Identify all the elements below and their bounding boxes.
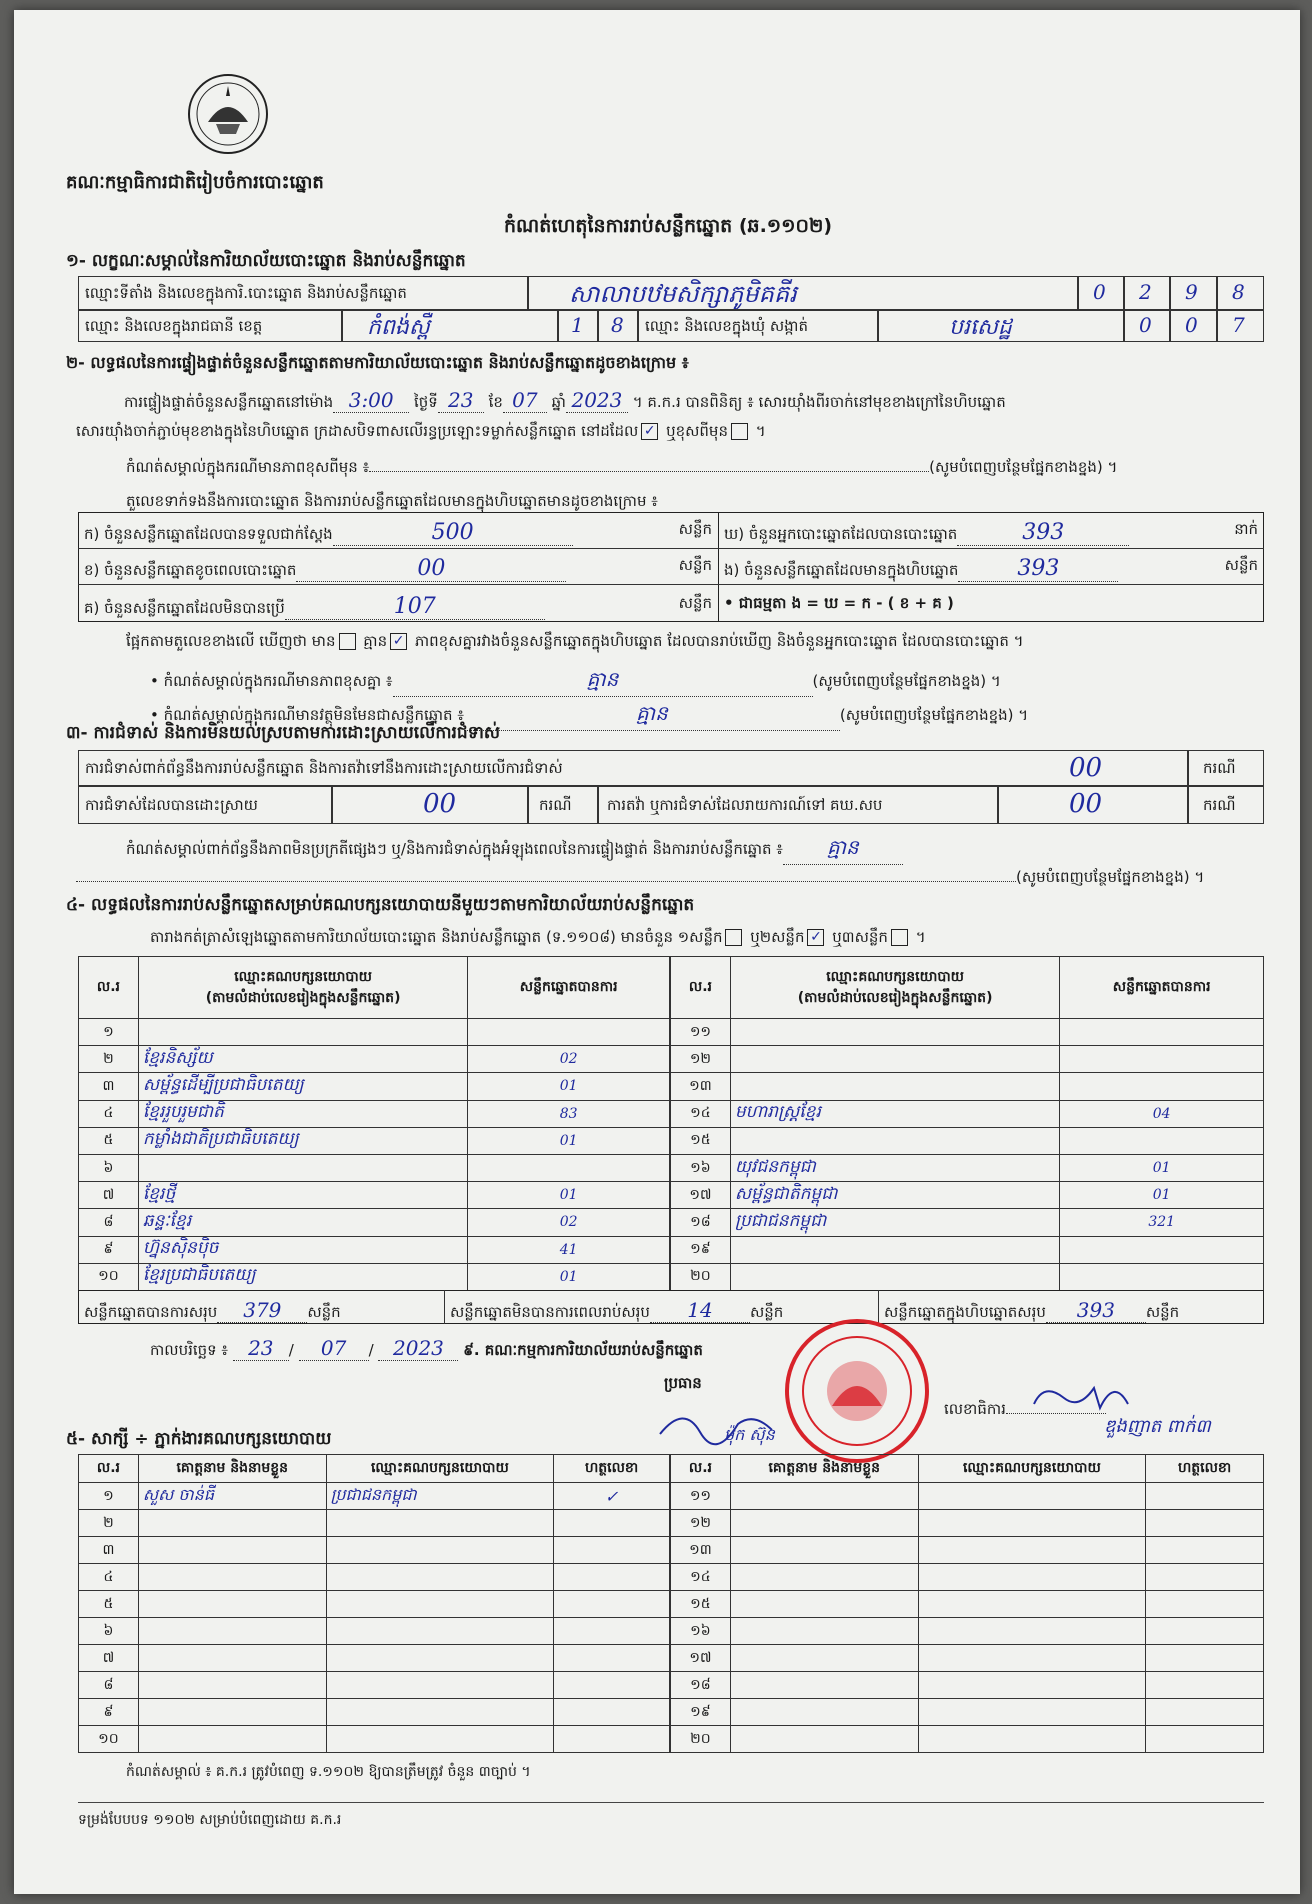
witness-name[interactable]: [138, 1564, 326, 1591]
witness-signature[interactable]: [554, 1645, 670, 1672]
result-no: ៨: [79, 1209, 139, 1236]
result-votes: 02: [468, 1046, 670, 1073]
result-votes: 01: [1060, 1182, 1264, 1209]
witness-name[interactable]: [138, 1645, 326, 1672]
result-row: [671, 1127, 1264, 1154]
result-party: ខ្មែរថ្មី: [138, 1182, 467, 1209]
result-party: ឆន្ទៈខ្មែរ: [138, 1209, 467, 1236]
result-party: ហ្វ៊ុនស៊ិនប៉ិច: [138, 1236, 467, 1263]
witness-no: ៦: [79, 1618, 139, 1645]
witness-name[interactable]: [730, 1564, 918, 1591]
witness-no: ១៨: [671, 1672, 731, 1699]
result-party: កម្លាំងជាតិប្រជាធិបតេយ្យ: [138, 1127, 467, 1154]
witness-party[interactable]: [326, 1645, 554, 1672]
witness-no: ២០: [671, 1726, 731, 1753]
org-name: គណៈកម្មាធិការជាតិរៀបចំការបោះឆ្នោត: [66, 172, 324, 193]
witness-row: [671, 1672, 1264, 1699]
election-committee-seal-icon: [186, 72, 270, 156]
witness-no: ១២: [671, 1510, 731, 1537]
result-no: ១៩: [671, 1236, 731, 1263]
witness-signature[interactable]: [554, 1672, 670, 1699]
result-party: សម្ព័ន្ធដើម្បីប្រជាធិបតេយ្យ: [138, 1073, 467, 1100]
witness-no: ១៩: [671, 1699, 731, 1726]
result-row: [671, 1046, 1264, 1073]
province-value-cell: [342, 310, 558, 342]
section-1-heading: ១- លក្ខណៈសម្គាល់នៃការិយាល័យបោះឆ្នោត និងរាប់សន្លឹកឆ្នោត: [66, 251, 466, 271]
witness-row: [79, 1618, 670, 1645]
result-party: ខ្មែរនិស្ស័យ: [138, 1046, 467, 1073]
witness-party[interactable]: [918, 1645, 1146, 1672]
location-digit: 0: [1078, 276, 1124, 310]
result-party: [138, 1019, 467, 1046]
witness-signature[interactable]: [1146, 1564, 1264, 1591]
result-party: ប្រជាជនកម្ពុជា: [730, 1209, 1059, 1236]
commune-label-cell: ឈ្មោះ និងលេខក្នុងឃុំ សង្កាត់: [638, 310, 878, 342]
figure-c: គ) ចំនួនសន្លឹកឆ្នោតដែលមិនបានប្រើ 107 សន្លឹក: [84, 594, 712, 619]
witness-name[interactable]: [138, 1591, 326, 1618]
result-party: [730, 1263, 1059, 1290]
result-row: [79, 1236, 670, 1263]
witness-row: [79, 1537, 670, 1564]
figures-intro: តួលេខទាក់ទងនឹងការបោះឆ្នោត និងការរាប់សន្លឹកឆ្នោតដែលមានក្នុងហិបឆ្នោតមានដូចខាងក្រោម ៖: [126, 492, 658, 510]
result-no: ១១: [671, 1019, 731, 1046]
witness-table-left: ល.រ គោត្តនាម និងនាមខ្លួន ឈ្មោះគណបក្សនយោបាយ ហត្ថលេខា ១ សួស ចាន់ធី ប្រជាជនកម្ពុជា ✓ ២ ៣ ៤ ៥ ៦ ៧ ៨ ៩ ១០: [78, 1454, 670, 1753]
result-no: ១៣: [671, 1073, 731, 1100]
result-no: ៦: [79, 1154, 139, 1181]
result-votes: [468, 1019, 670, 1046]
witness-no: ១: [79, 1483, 139, 1510]
witness-no: ៥: [79, 1591, 139, 1618]
secretary-name: ឌួងញាត ពាក់៣: [1104, 1416, 1211, 1437]
result-votes: [1060, 1263, 1264, 1290]
objection-row1-label: ការជំទាស់ពាក់ព័ន្ធនឹងការរាប់សន្លឹកឆ្នោត និងការតវ៉ាទៅនឹងការដោះស្រាយលើការជំទាស់: [85, 759, 563, 777]
three-sheet-checkbox[interactable]: [891, 929, 908, 946]
witness-name[interactable]: [138, 1672, 326, 1699]
location-value-cell: [528, 276, 1078, 310]
form-footer: ទម្រង់បែបបទ ១១០២ សម្រាប់បំពេញដោយ គ.ក.រ: [78, 1812, 342, 1828]
result-votes: 321: [1060, 1209, 1264, 1236]
witness-signature[interactable]: [1146, 1672, 1264, 1699]
witness-row: [79, 1672, 670, 1699]
province-label-cell: ឈ្មោះ និងលេខក្នុងរាជធានី ខេត្ត: [78, 310, 342, 342]
witness-signature[interactable]: ✓: [554, 1483, 670, 1510]
chair-label: ប្រធាន: [664, 1374, 702, 1392]
witness-party[interactable]: [326, 1591, 554, 1618]
result-party: [730, 1236, 1059, 1263]
result-votes: 83: [468, 1100, 670, 1127]
witness-note: កំណត់សម្គាល់ ៖ គ.ក.រ ត្រូវបំពេញ ទ.១១០២ ឱ្យបានត្រឹមត្រូវ ចំនួន ៣ច្បាប់ ។: [126, 1764, 531, 1780]
verification-line-1: ការផ្ទៀងផ្ទាត់ចំនួនសន្លឹកឆ្នោតនៅម៉ោង 3:00 ថ្ងៃទី 23 ខែ 07 ឆ្នាំ 2023 ។ គ.ក.រ បានពិនិត្យ ៖ សោរយ៉ាំងពីរចាក់នៅមុខខាងក្រៅនៃហិបឆ្នោត: [124, 388, 1006, 412]
witness-party[interactable]: [918, 1537, 1146, 1564]
location-digit: 9: [1170, 276, 1217, 310]
figure-a: ក) ចំនួនសន្លឹកឆ្នោតដែលបានទទួលជាក់ស្តែង 500 សន្លឹក: [84, 520, 712, 545]
result-votes: 01: [468, 1263, 670, 1290]
form-sheet: គណៈកម្មាធិការជាតិរៀបចំការបោះឆ្នោត កំណត់ហេតុនៃការរាប់សន្លឹកឆ្នោត (ឆ.១១០២) ១- លក្ខណៈសម្គាល់នៃការិយាល័យបោះឆ្នោត និងរាប់សន្លឹកឆ្នោត ឈ្មោះទីតាំង និងលេខក្នុងការិ.បោះឆ្នោត និងរាប់សន្លឹកឆ្នោត សាលាបឋមសិក្សាភូមិគគីរ 0 2 9 8 ឈ្មោះ និងលេខក្នុងរាជធានី ខេត្ត កំពង់ស្ពឺ 1 8 ឈ្មោះ និងលេខក្នុងឃុំ សង្កាត់ បរសេដ្ឋ 0 0 7 ២- លទ្ធផលនៃការផ្ទៀងផ្ទាត់ចំនួនសន្លឹកឆ្នោតតាមការិយាល័យបោះឆ្នោត និងរាប់សន្លឹកឆ្នោតដូចខាងក្រោម ៖ ការផ្ទៀងផ្ទាត់ចំនួនសន្លឹកឆ្នោតនៅម៉ោង 3:00 ថ្ងៃទី 23 ខែ 07 ឆ្នាំ 2023 ។ គ.ក.រ បានពិនិត្យ ៖ សោរយ៉ាំងពីរចាក់នៅមុខខាងក្រៅនៃហិបឆ្នោត សោរយ៉ាំងចាក់ភ្ជាប់មុខខាងក្នុងនៃហិបឆ្នោត ក្រដាសបិទពាសលើរន្ធប្រឡោះទម្លាក់សន្លឹកឆ្នោត នៅដដែល ✓ ឬខុសពីមុន ។ កំណត់សម្គាល់ក្នុងករណីមានភាពខុសពីមុន ៖ (សូមបំពេញបន្ថែមផ្នែកខាងខ្នង) ។ តួលេខទាក់ទងនឹងការបោះឆ្នោត និងការរាប់សន្លឹកឆ្នោតដែលមានក្នុងហិបឆ្នោតមានដូចខាងក្រោម ៖ ក) ចំនួនសន្លឹកឆ្នោតដែលបានទទួលជាក់ស្តែង 500 សន្លឹក ខ) ចំនួនសន្លឹកឆ្នោតខូចពេលបោះឆ្នោត 00 សន្លឹក គ) ចំនួនសន្លឹកឆ្នោតដែលមិនបានប្រើ 107 សន្លឹក ឃ) ចំនួនអ្នកបោះឆ្នោតដែលបានបោះឆ្នោត 393 នាក់ ង) ចំនួនសន្លឹកឆ្នោតដែលមានក្នុងហិបឆ្នោត 393 សន្លឹក • ជាធម្មតា ង = ឃ = ក - ( ខ + គ ) ផ្អែកតាមតួលេខខាងលើ ឃើញថា មាន គ្មាន ✓ ភាពខុសគ្នារវាងចំនួនសន្លឹកឆ្នោតក្នុងហិបឆ្នោត ដែលបានរាប់ឃើញ និងចំនួនអ្នកបោះឆ្នោត ដែលបានបោះឆ្នោត ។ • កំណត់សម្គាល់ក្នុងករណីមានភាពខុសគ្នា ៖ គ្មាន (សូមបំពេញបន្ថែមផ្នែកខាងខ្នង) ។ • កំណត់សម្គាល់ក្នុងករណីមានវត្ថុមិនមែនជាសន្លឹកឆ្នោត ៖ គ្មាន (សូមបំពេញបន្ថែមផ្នែកខាងខ្នង) ។ ៣- ការជំទាស់ និងការមិនយល់ស្របតាមការដោះស្រាយលើការជំទាស់ ការជំទាស់ពាក់ព័ន្ធនឹងការរាប់សន្លឹកឆ្នោត និងការតវ៉ាទៅនឹងការដោះស្រាយលើការជំទាស់ 00 ករណី ការជំទាស់ដែលបានដោះស្រាយ 00 ករណី ការតវ៉ា ឬការជំទាស់ដែលរាយការណ៍ទៅ គឃ.សប 00 ករណី កំណត់សម្គាល់ពាក់ព័ន្ធនឹងភាពមិនប្រក្រតីផ្សេងៗ ឬ/និងការជំទាស់ក្នុងអំឡុងពេលនៃការផ្ទៀងផ្ទាត់ និងការរាប់សន្លឹកឆ្នោត ៖ គ្មាន (សូមបំពេញបន្ថែមផ្នែកខាងខ្នង) ។ ៤- លទ្ធផលនៃការរាប់សន្លឹកឆ្នោតសម្រាប់គណបក្សនយោបាយនីមួយៗតាមការិយាល័យរាប់សន្លឹកឆ្នោត តារាងកត់ត្រាសំឡេងឆ្នោតតាមការិយាល័យបោះឆ្នោត និងរាប់សន្លឹកឆ្នោត (ទ.១១០៨) មានចំនួន ១សន្លឹក ឬ២សន្លឹក ✓ ឬ៣សន្លឹក ។ ល.រ ឈ្មោះគណបក្សនយោបាយ (តាមលំដាប់លេខរៀងក្នុងសន្លឹកឆ្នោត) សន្លឹកឆ្នោតបានការ ១ ២ ខ្មែរនិស្ស័យ 02 ៣ សម្ព័ន្ធដើម្បីប្រជាធិបតេយ្យ 01 ៤ ខ្មែររួបរួមជាតិ 83 ៥ កម្លាំងជាតិប្រជាធិបតេយ្យ 01 ៦ ៧ ខ្មែរថ្មី 01 ៨ ឆន្ទៈខ្មែរ 02 ៩ ហ្វ៊ុនស៊ិនប៉ិច 41 ១០ ខ្មែរប្រជាធិបតេយ្យ 01 ល.រ ឈ្មោះគណបក្សនយោបាយ (តាមលំដាប់លេខរៀងក្នុងសន្លឹកឆ្នោត) សន្លឹកឆ្នោតបានការ ១១ ១២ ១៣ ១៤ មហារាស្ត្រខ្មែរ 04 ១៥ ១៦ យុវជនកម្ពុជា 01 ១៧ សម្ព័ន្ធជាតិកម្ពុជា 01 ១៨ ប្រជាជនកម្ពុជា 321 ១៩ ២០ សន្លឹកឆ្នោតបានការសរុប 379 សន្លឹក សន្លឹកឆ្នោតមិនបានការពេលរាប់សរុប 14 សន្លឹក សន្លឹកឆ្នោតក្នុងហិបឆ្នោតសរុប 393 សន្លឹក កាលបរិច្ឆេទ ៖ 23 / 07 / 2023 ៩. គណៈកម្មការការិយាល័យរាប់សន្លឹកឆ្នោត ប្រធាន ម៉ុក ស៊ុន លេខាធិការ ឌួងញាត ពាក់៣ ៥- សាក្សី ÷ ភ្នាក់ងារគណបក្សនយោបាយ ល.រ គោត្តនាម និងនាមខ្លួន ឈ្មោះគណបក្សនយោបាយ ហត្ថលេខា ១ សួស ចាន់ធី ប្រជាជនកម្ពុជា ✓ ២ ៣ ៤ ៥ ៦ ៧ ៨ ៩ ១០ ល.រ គោត្តនាម និងនាមខ្លួន ឈ្មោះគណបក្សនយោបាយ ហត្ថលេខា ១១ ១២ ១៣ ១៤ ១៥ ១៦ ១៧ ១៨ ១៩ ២០ កំណត់សម្គាល់ ៖ គ.ក.រ ត្រូវបំពេញ ទ.១១០២ ឱ្យបានត្រឹមត្រូវ ចំនួន ៣ច្បាប់ ។ ទម្រង់បែបបទ ១១០២ សម្រាប់បំពេញដោយ គ.ក.រ: [14, 10, 1300, 1894]
result-party: ខ្មែរប្រជាធិបតេយ្យ: [138, 1263, 467, 1290]
result-row: [79, 1100, 670, 1127]
result-party: [138, 1154, 467, 1181]
witness-no: ៤: [79, 1564, 139, 1591]
result-votes: [1060, 1073, 1264, 1100]
witness-signature[interactable]: [1146, 1645, 1264, 1672]
witness-name[interactable]: [730, 1726, 918, 1753]
commune-digit: 0: [1170, 310, 1217, 342]
witness-party[interactable]: [918, 1591, 1146, 1618]
note-changed: កំណត់សម្គាល់ក្នុងករណីមានភាពខុសពីមុន ៖ (សូមបំពេញបន្ថែមផ្នែកខាងខ្នង) ។: [126, 458, 1118, 476]
witness-row: [671, 1591, 1264, 1618]
no-difference-checkbox[interactable]: ✓: [390, 633, 407, 650]
witness-no: ៣: [79, 1537, 139, 1564]
result-votes: 01: [468, 1073, 670, 1100]
witness-name[interactable]: [138, 1537, 326, 1564]
verification-line-2: សោរយ៉ាំងចាក់ភ្ជាប់មុខខាងក្នុងនៃហិបឆ្នោត ក្រដាសបិទពាសលើរន្ធប្រឡោះទម្លាក់សន្លឹកឆ្នោត នៅដដែល ✓ ឬខុសពីមុន ។: [76, 422, 766, 440]
witness-signature[interactable]: [554, 1537, 670, 1564]
witness-row: [671, 1645, 1264, 1672]
secretary-line: លេខាធិការ: [944, 1400, 1106, 1422]
result-no: ១៦: [671, 1154, 731, 1181]
witness-party[interactable]: [918, 1618, 1146, 1645]
chair-name: ម៉ុក ស៊ុន: [724, 1425, 775, 1444]
total-valid: សន្លឹកឆ្នោតបានការសរុប 379 សន្លឹក: [84, 1298, 341, 1322]
commune-value: បរសេដ្ឋ: [949, 315, 1012, 340]
comparison-line: ផ្អែកតាមតួលេខខាងលើ ឃើញថា មាន គ្មាន ✓ ភាពខុសគ្នារវាងចំនួនសន្លឹកឆ្នោតក្នុងហិបឆ្នោត ដែលបានរាប់ឃើញ និងចំនួនអ្នកបោះឆ្នោត ដែលបានបោះឆ្នោត ។: [126, 632, 1024, 650]
result-votes: 02: [468, 1209, 670, 1236]
result-no: ៣: [79, 1073, 139, 1100]
result-row: [671, 1263, 1264, 1290]
result-party: [730, 1019, 1059, 1046]
objection-reported-label: ការតវ៉ា ឬការជំទាស់ដែលរាយការណ៍ទៅ គឃ.សប: [607, 796, 883, 814]
witness-signature[interactable]: [1146, 1537, 1264, 1564]
result-row: [79, 1263, 670, 1290]
result-party: [730, 1073, 1059, 1100]
witness-signature[interactable]: [1146, 1699, 1264, 1726]
witness-signature[interactable]: [1146, 1591, 1264, 1618]
witness-party[interactable]: [326, 1699, 554, 1726]
witness-row: [671, 1537, 1264, 1564]
results-table-left: ល.រ ឈ្មោះគណបក្សនយោបាយ (តាមលំដាប់លេខរៀងក្នុងសន្លឹកឆ្នោត) សន្លឹកឆ្នោតបានការ ១ ២ ខ្មែរនិស្ស័យ 02 ៣ សម្ព័ន្ធដើម្បីប្រជាធិបតេយ្យ 01 ៤ ខ្មែររួបរួមជាតិ 83 ៥ កម្លាំងជាតិប្រជាធិបតេយ្យ 01 ៦ ៧ ខ្មែរថ្មី 01 ៨ ឆន្ទៈខ្មែរ 02 ៩ ហ្វ៊ុនស៊ិនប៉ិច 41 ១០ ខ្មែរប្រជាធិបតេយ្យ 01: [78, 956, 670, 1291]
witness-party[interactable]: [918, 1483, 1146, 1510]
witness-no: ១៧: [671, 1645, 731, 1672]
witness-name[interactable]: [138, 1699, 326, 1726]
witness-name[interactable]: [138, 1618, 326, 1645]
result-row: [79, 1073, 670, 1100]
figure-e: ង) ចំនួនសន្លឹកឆ្នោតដែលមានក្នុងហិបឆ្នោត 393 សន្លឹក: [724, 556, 1258, 581]
result-votes: [1060, 1019, 1264, 1046]
witness-party[interactable]: [918, 1510, 1146, 1537]
result-row: [671, 1154, 1264, 1181]
witness-row: [671, 1483, 1264, 1510]
witness-name[interactable]: [138, 1726, 326, 1753]
result-votes: 01: [1060, 1154, 1264, 1181]
result-no: ៩: [79, 1236, 139, 1263]
result-no: ១: [79, 1019, 139, 1046]
result-row: [79, 1154, 670, 1181]
witness-party[interactable]: [326, 1564, 554, 1591]
objection-row1-value: 00: [1069, 753, 1103, 783]
section-3-heading: ៣- ការជំទាស់ និងការមិនយល់ស្របតាមការដោះស្រាយលើការជំទាស់: [66, 723, 501, 743]
location-digit: 8: [1217, 276, 1264, 310]
witness-no: ៧: [79, 1645, 139, 1672]
witness-party[interactable]: [326, 1510, 554, 1537]
verify-time: 3:00: [348, 388, 394, 412]
note-non-ballot: • កំណត់សម្គាល់ក្នុងករណីមានវត្ថុមិនមែនជាសន្លឹកឆ្នោត ៖ គ្មាន (សូមបំពេញបន្ថែមផ្នែកខាងខ្នង) ។: [150, 700, 1028, 731]
result-no: ៤: [79, 1100, 139, 1127]
witness-no: ១៤: [671, 1564, 731, 1591]
total-invalid: សន្លឹកឆ្នោតមិនបានការពេលរាប់សរុប 14 សន្លឹក: [450, 1298, 784, 1322]
witness-row: [671, 1699, 1264, 1726]
figures-right: [718, 512, 1264, 622]
commune-value-cell: [878, 310, 1124, 342]
witness-party[interactable]: [326, 1726, 554, 1753]
witness-signature[interactable]: [554, 1726, 670, 1753]
result-no: ១០: [79, 1263, 139, 1290]
result-no: ៧: [79, 1182, 139, 1209]
result-no: ១៤: [671, 1100, 731, 1127]
unchanged-checkbox[interactable]: ✓: [641, 423, 658, 440]
objection-resolved-label: ការជំទាស់ដែលបានដោះស្រាយ: [85, 796, 258, 814]
result-row: [671, 1073, 1264, 1100]
result-party: [730, 1127, 1059, 1154]
two-sheet-checkbox[interactable]: ✓: [807, 929, 824, 946]
one-sheet-checkbox[interactable]: [725, 929, 742, 946]
result-row: [671, 1182, 1264, 1209]
witness-party[interactable]: ប្រជាជនកម្ពុជា: [326, 1483, 554, 1510]
section-2-heading: ២- លទ្ធផលនៃការផ្ទៀងផ្ទាត់ចំនួនសន្លឹកឆ្នោតតាមការិយាល័យបោះឆ្នោត និងរាប់សន្លឹកឆ្នោតដូចខាងក្រោម ៖: [66, 353, 689, 372]
witness-signature[interactable]: [1146, 1618, 1264, 1645]
witness-signature[interactable]: [554, 1699, 670, 1726]
witness-party[interactable]: [918, 1672, 1146, 1699]
result-row: [671, 1209, 1264, 1236]
irregularity-note-line2: (សូមបំពេញបន្ថែមផ្នែកខាងខ្នង) ។: [76, 868, 1204, 890]
witness-party[interactable]: [918, 1564, 1146, 1591]
note-difference: • កំណត់សម្គាល់ក្នុងករណីមានភាពខុសគ្នា ៖ គ្មាន (សូមបំពេញបន្ថែមផ្នែកខាងខ្នង) ។: [150, 666, 1001, 697]
result-votes: 04: [1060, 1100, 1264, 1127]
objection-resolved-value: 00: [423, 789, 457, 819]
has-difference-checkbox[interactable]: [339, 633, 356, 650]
footer-divider: [78, 1802, 1264, 1803]
form-title: កំណត់ហេតុនៃការរាប់សន្លឹកឆ្នោត (ឆ.១១០២): [504, 215, 833, 237]
result-no: ២: [79, 1046, 139, 1073]
witness-no: ១៣: [671, 1537, 731, 1564]
total-in-box: សន្លឹកឆ្នោតក្នុងហិបឆ្នោតសរុប 393 សន្លឹក: [884, 1298, 1180, 1322]
location-label-cell: ឈ្មោះទីតាំង និងលេខក្នុងការិ.បោះឆ្នោត និងរាប់សន្លឹកឆ្នោត: [78, 276, 528, 310]
witness-row: [79, 1699, 670, 1726]
result-party: [730, 1046, 1059, 1073]
result-party: យុវជនកម្ពុជា: [730, 1154, 1059, 1181]
witness-no: ១៥: [671, 1591, 731, 1618]
witness-signature[interactable]: [1146, 1510, 1264, 1537]
witness-row: [79, 1483, 670, 1510]
result-party: សម្ព័ន្ធជាតិកម្ពុជា: [730, 1182, 1059, 1209]
witness-no: ១០: [79, 1726, 139, 1753]
result-row: [79, 1209, 670, 1236]
result-row: [79, 1046, 670, 1073]
witness-signature[interactable]: [1146, 1726, 1264, 1753]
figures-left: [78, 512, 719, 622]
figure-d: ឃ) ចំនួនអ្នកបោះឆ្នោតដែលបានបោះឆ្នោត 393 នាក់: [724, 520, 1258, 545]
witness-row: [79, 1645, 670, 1672]
witness-signature[interactable]: [554, 1564, 670, 1591]
province-digit: 1: [558, 310, 598, 342]
witness-name[interactable]: [730, 1537, 918, 1564]
result-no: ១៧: [671, 1182, 731, 1209]
witness-name[interactable]: [730, 1672, 918, 1699]
witness-name[interactable]: សួស ចាន់ធី: [138, 1483, 326, 1510]
result-row: [79, 1182, 670, 1209]
figure-formula: • ជាធម្មតា ង = ឃ = ក - ( ខ + គ ): [724, 594, 954, 612]
witness-name[interactable]: [730, 1699, 918, 1726]
witness-name[interactable]: [730, 1645, 918, 1672]
section-5-heading: ៥- សាក្សី ÷ ភ្នាក់ងារគណបក្សនយោបាយ: [66, 1429, 332, 1449]
location-value: សាលាបឋមសិក្សាភូមិគគីរ: [569, 280, 797, 308]
witness-row: [671, 1510, 1264, 1537]
result-no: ១៨: [671, 1209, 731, 1236]
witness-row: [79, 1591, 670, 1618]
irregularity-note: កំណត់សម្គាល់ពាក់ព័ន្ធនឹងភាពមិនប្រក្រតីផ្សេងៗ ឬ/និងការជំទាស់ក្នុងអំឡុងពេលនៃការផ្ទៀងផ្ទាត់ និងការរាប់សន្លឹកឆ្នោត ៖ គ្មាន: [126, 834, 903, 865]
witness-name[interactable]: [730, 1510, 918, 1537]
witness-name[interactable]: [730, 1618, 918, 1645]
result-votes: [1060, 1127, 1264, 1154]
result-row: [671, 1019, 1264, 1046]
result-row: [671, 1236, 1264, 1263]
result-row: [671, 1100, 1264, 1127]
sheet-count-line: តារាងកត់ត្រាសំឡេងឆ្នោតតាមការិយាល័យបោះឆ្នោត និងរាប់សន្លឹកឆ្នោត (ទ.១១០៨) មានចំនួន ១សន្លឹក ឬ២សន្លឹក ✓ ឬ៣សន្លឹក ។: [150, 928, 926, 946]
witness-party[interactable]: [326, 1537, 554, 1564]
changed-checkbox[interactable]: [731, 423, 748, 440]
witness-party[interactable]: [326, 1618, 554, 1645]
witness-row: [79, 1564, 670, 1591]
result-no: ៥: [79, 1127, 139, 1154]
witness-row: [671, 1618, 1264, 1645]
result-no: ១២: [671, 1046, 731, 1073]
witness-signature[interactable]: [554, 1510, 670, 1537]
commune-digit: 7: [1217, 310, 1264, 342]
witness-signature[interactable]: [1146, 1483, 1264, 1510]
official-stamp-icon: [782, 1316, 932, 1466]
witness-row: [671, 1726, 1264, 1753]
result-votes: 41: [468, 1236, 670, 1263]
witness-party[interactable]: [918, 1699, 1146, 1726]
witness-row: [79, 1726, 670, 1753]
witness-table-right: ល.រ គោត្តនាម និងនាមខ្លួន ឈ្មោះគណបក្សនយោបាយ ហត្ថលេខា ១១ ១២ ១៣ ១៤ ១៥ ១៦ ១៧ ១៨ ១៩ ២០: [670, 1454, 1264, 1753]
witness-no: ៨: [79, 1672, 139, 1699]
witness-signature[interactable]: [554, 1618, 670, 1645]
result-votes: [1060, 1236, 1264, 1263]
witness-party[interactable]: [326, 1672, 554, 1699]
witness-no: ២: [79, 1510, 139, 1537]
result-votes: 01: [468, 1127, 670, 1154]
witness-name[interactable]: [138, 1510, 326, 1537]
witness-name[interactable]: [730, 1483, 918, 1510]
objection-reported-value: 00: [1069, 789, 1103, 819]
witness-no: ៩: [79, 1699, 139, 1726]
witness-row: [671, 1564, 1264, 1591]
commune-digit: 0: [1124, 310, 1170, 342]
result-party: ខ្មែររួបរួមជាតិ: [138, 1100, 467, 1127]
result-row: [79, 1127, 670, 1154]
result-votes: [468, 1154, 670, 1181]
witness-party[interactable]: [918, 1726, 1146, 1753]
location-digit: 2: [1124, 276, 1170, 310]
witness-no: ១១: [671, 1483, 731, 1510]
result-no: ២០: [671, 1263, 731, 1290]
province-digit: 8: [598, 310, 638, 342]
results-table-right: ល.រ ឈ្មោះគណបក្សនយោបាយ (តាមលំដាប់លេខរៀងក្នុងសន្លឹកឆ្នោត) សន្លឹកឆ្នោតបានការ ១១ ១២ ១៣ ១៤ មហារាស្ត្រខ្មែរ 04 ១៥ ១៦ យុវជនកម្ពុជា 01 ១៧ សម្ព័ន្ធជាតិកម្ពុជា 01 ១៨ ប្រជាជនកម្ពុជា 321 ១៩ ២០: [670, 956, 1264, 1291]
result-votes: [1060, 1046, 1264, 1073]
result-party: មហារាស្ត្រខ្មែរ: [730, 1100, 1059, 1127]
result-no: ១៥: [671, 1127, 731, 1154]
section-4-heading: ៤- លទ្ធផលនៃការរាប់សន្លឹកឆ្នោតសម្រាប់គណបក្សនយោបាយនីមួយៗតាមការិយាល័យរាប់សន្លឹកឆ្នោត: [66, 895, 695, 915]
date-line: កាលបរិច្ឆេទ ៖ 23 / 07 / 2023 ៩. គណៈកម្មការការិយាល័យរាប់សន្លឹកឆ្នោត: [150, 1336, 703, 1360]
witness-name[interactable]: [730, 1591, 918, 1618]
province-value: កំពង់ស្ពឺ: [367, 315, 430, 340]
witness-signature[interactable]: [554, 1591, 670, 1618]
figure-b: ខ) ចំនួនសន្លឹកឆ្នោតខូចពេលបោះឆ្នោត 00 សន្លឹក: [84, 556, 712, 581]
witness-no: ១៦: [671, 1618, 731, 1645]
witness-row: [79, 1510, 670, 1537]
result-votes: 01: [468, 1182, 670, 1209]
result-row: [79, 1019, 670, 1046]
